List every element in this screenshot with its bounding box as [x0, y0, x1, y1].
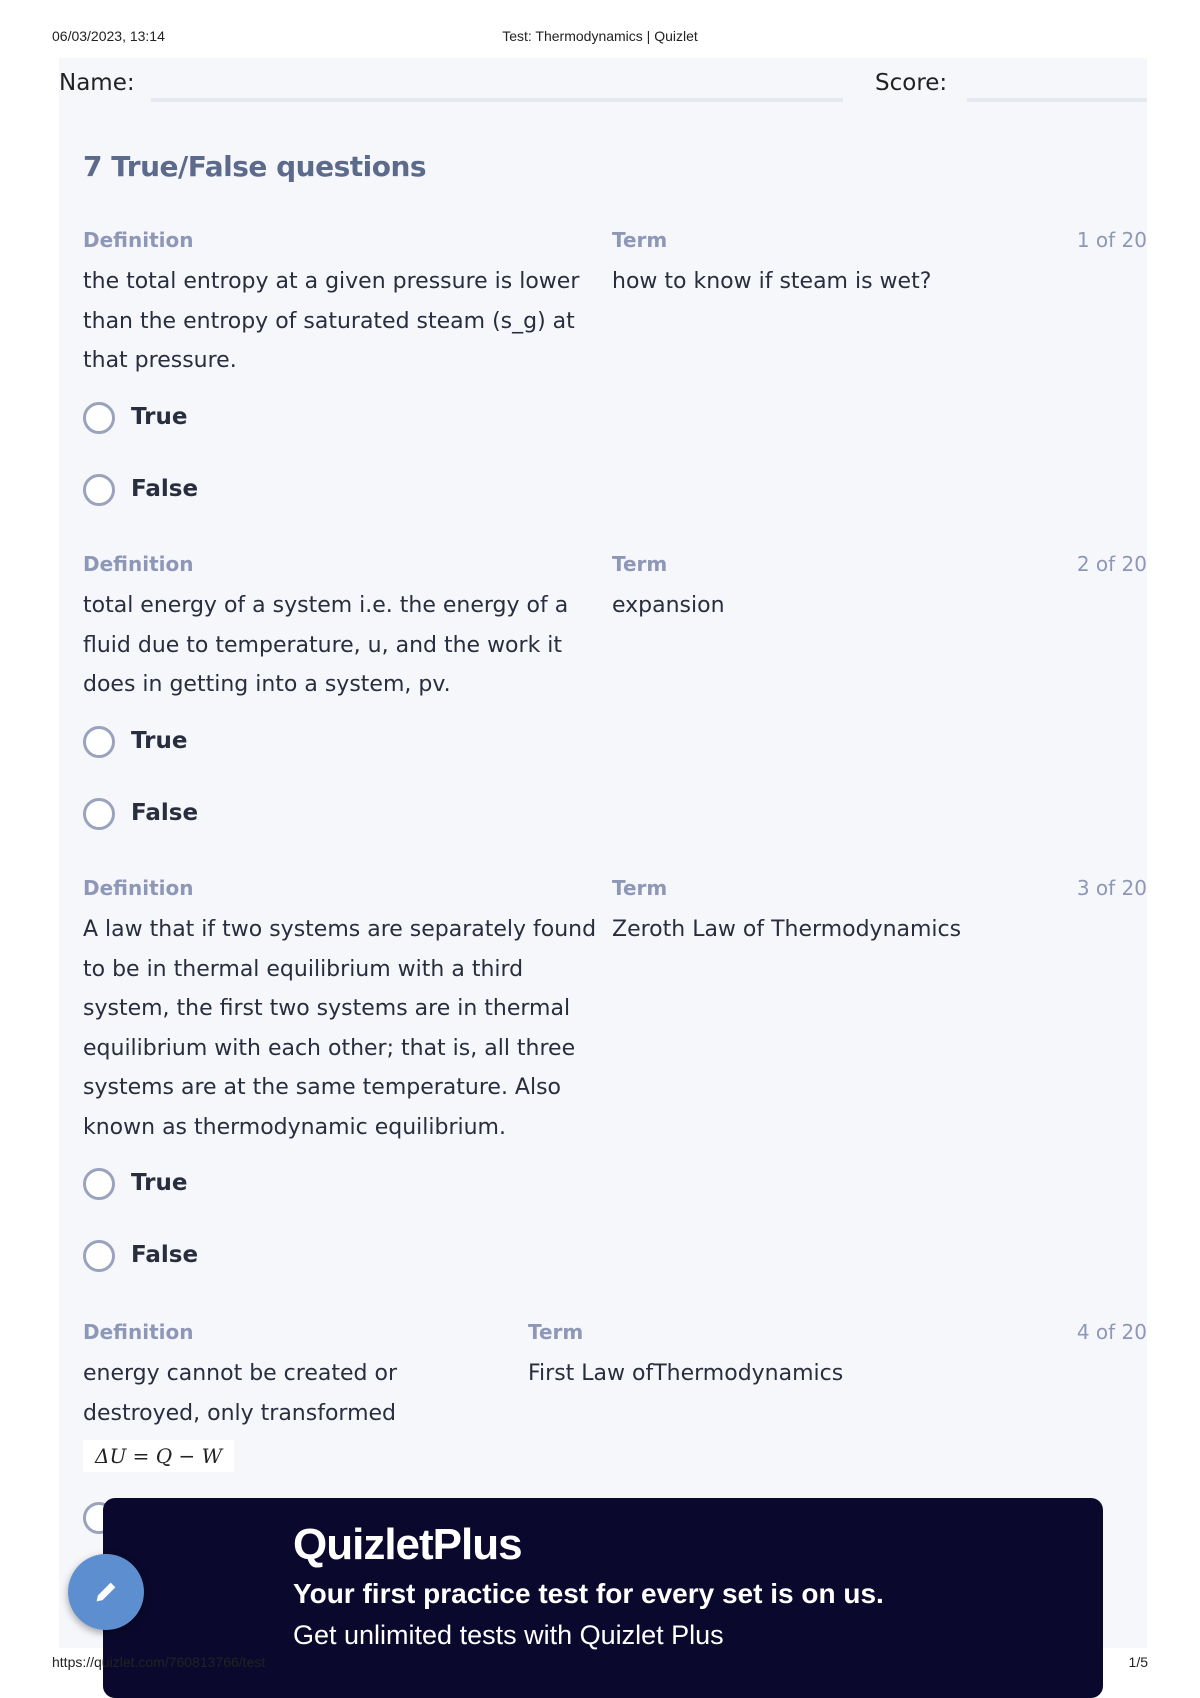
promo-headline: Your first practice test for every set is on us.	[293, 1578, 884, 1609]
name-score-row	[59, 64, 1147, 104]
edit-fab-button[interactable]	[68, 1554, 144, 1630]
score-field[interactable]	[967, 98, 1147, 102]
option-false-label: False	[131, 476, 199, 502]
name-field[interactable]	[151, 98, 843, 102]
option-false-label: False	[131, 1242, 199, 1268]
radio-false[interactable]	[83, 1240, 115, 1272]
definition-text: the total entropy at a given pressure is lower than the entropy of saturated steam (s_g) at that pressure.	[83, 269, 580, 373]
pencil-icon	[92, 1578, 120, 1606]
term-label: Term	[612, 552, 668, 576]
radio-false[interactable]	[83, 798, 115, 830]
score-label: Score:	[875, 70, 948, 96]
question-count: 1 of 20	[1076, 228, 1147, 252]
print-url: https://quizlet.com/760813766/test	[52, 1654, 266, 1670]
question-2	[83, 552, 1147, 852]
question-3	[83, 876, 1147, 1296]
option-true[interactable]	[83, 1168, 283, 1206]
print-header	[52, 28, 1148, 48]
radio-false[interactable]	[83, 474, 115, 506]
radio-true[interactable]	[83, 402, 115, 434]
option-false[interactable]	[83, 1240, 283, 1278]
option-false-label: False	[131, 800, 199, 826]
term-text: how to know if steam is wet?	[612, 269, 932, 294]
question-count: 4 of 20	[1076, 1320, 1147, 1344]
test-page	[59, 58, 1147, 1648]
definition-text: total energy of a system i.e. the energy of a fluid due to temperature, u, and the work it does in getting into a system, pv.	[83, 593, 569, 697]
option-true[interactable]	[83, 402, 283, 440]
option-false[interactable]	[83, 798, 283, 836]
section-title: 7 True/False questions	[83, 150, 427, 183]
definition-label: Definition	[83, 228, 194, 252]
promo-subline: Get unlimited tests with Quizlet Plus	[293, 1620, 724, 1650]
radio-true[interactable]	[83, 1168, 115, 1200]
definition-label: Definition	[83, 552, 194, 576]
option-true[interactable]	[83, 726, 283, 764]
option-true-label: True	[131, 1170, 188, 1196]
question-count: 2 of 20	[1076, 552, 1147, 576]
definition-label: Definition	[83, 876, 194, 900]
formula-image: ΔU = Q − W	[83, 1440, 234, 1472]
term-text: expansion	[612, 593, 725, 618]
question-1	[83, 228, 1147, 528]
definition-text: energy cannot be created or destroyed, only transformed	[83, 1361, 397, 1426]
option-false[interactable]	[83, 474, 283, 512]
print-page-number: 1/5	[1128, 1654, 1148, 1670]
question-count: 3 of 20	[1076, 876, 1147, 900]
term-label: Term	[528, 1320, 584, 1344]
print-footer	[52, 1654, 1148, 1674]
name-label: Name:	[59, 70, 135, 96]
definition-text: A law that if two systems are separately found to be in thermal equilibrium with a third system, the first two systems are in thermal equilibrium with each other; that is, all three systems are at the same temperature. Also known as thermodynamic equilibrium.	[83, 917, 597, 1140]
radio-true[interactable]	[83, 726, 115, 758]
definition-label: Definition	[83, 1320, 194, 1344]
print-datetime: 06/03/2023, 13:14	[52, 28, 165, 44]
print-title: Test: Thermodynamics | Quizlet	[502, 28, 698, 44]
term-text: Zeroth Law of Thermodynamics	[612, 917, 962, 942]
option-true-label: True	[131, 728, 188, 754]
term-label: Term	[612, 876, 668, 900]
option-true-label: True	[131, 404, 188, 430]
quizlet-plus-logo: QuizletPlus	[293, 1520, 522, 1569]
term-label: Term	[612, 228, 668, 252]
term-text: First Law ofThermodynamics	[528, 1361, 844, 1386]
